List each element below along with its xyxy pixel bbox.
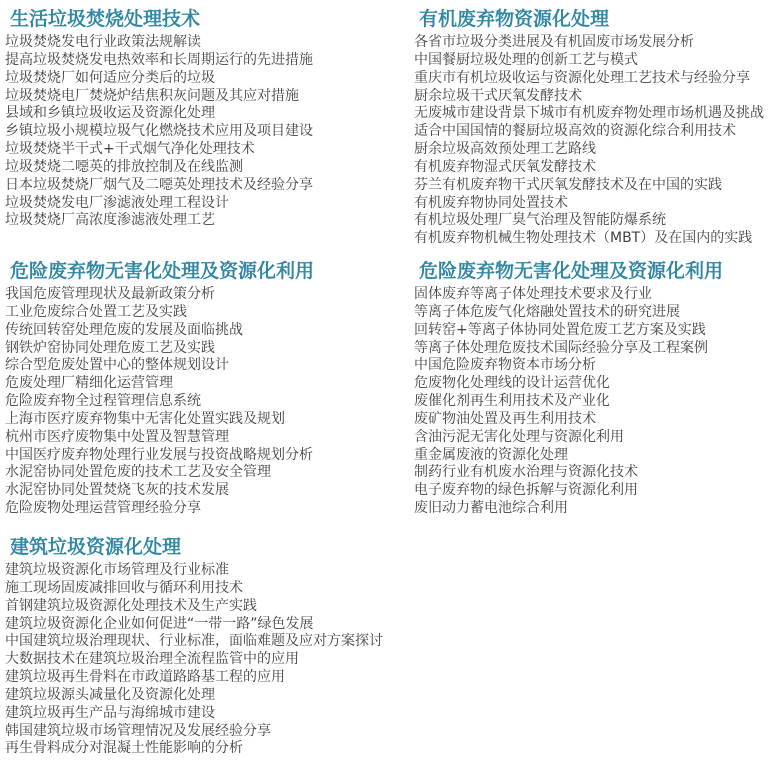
topic-item: 厨余垃圾高效预处理工艺路线 — [414, 141, 596, 158]
topic-list-waste-incineration — [5, 34, 414, 230]
topic-item: 中国餐厨垃圾处理的创新工艺与模式 — [414, 51, 638, 68]
topic-list-hazardous-waste-right — [414, 286, 768, 518]
topic-item: 建筑垃圾资源化市场管理及行业标准 — [5, 562, 229, 578]
topic-item: 垃圾焚烧发电行业政策法规解读 — [5, 34, 201, 50]
topic-item: 固体废弃等离子体处理技术要求及行业 — [414, 286, 652, 302]
topic-item: 中国医疗废弃物处理行业发展与投资战略规划分析 — [5, 446, 313, 463]
topic-item: 废旧动力蓄电池综合利用 — [414, 500, 568, 517]
section-construction-waste — [5, 536, 414, 758]
topic-item: 废催化剂再生利用技术及产业化 — [414, 393, 610, 410]
topic-item: 重庆市有机垃圾收运与资源化处理工艺技术与经验分享 — [414, 69, 750, 86]
section-title-hazardous-waste-right: 危险废弃物无害化处理及资源化利用 — [419, 260, 724, 282]
topic-item: 各省市垃圾分类进展及有机固废市场发展分析 — [414, 34, 694, 50]
topic-item: 有机垃圾处理厂臭气治理及智能防爆系统 — [414, 212, 666, 229]
topic-item: 建筑垃圾资源化企业如何促进“一带一路”绿色发展 — [5, 615, 314, 632]
topic-item: 日本垃圾焚烧厂烟气及二噁英处理技术及经验分享 — [5, 176, 313, 193]
section-organic-waste — [414, 8, 768, 260]
topic-item: 韩国建筑垃圾市场管理情况及发展经验分享 — [5, 722, 271, 739]
topic-item: 再生骨料成分对混凝土性能影响的分析 — [5, 740, 243, 757]
topic-item: 危废处理厂精细化运营管理 — [5, 375, 173, 392]
topic-item: 有机废弃物机械生物处理技术（MBT）及在国内的实践 — [414, 230, 753, 247]
topic-list-construction-waste — [5, 562, 414, 758]
topic-item: 适合中国国情的餐厨垃圾高效的资源化综合利用技术 — [414, 123, 736, 140]
topic-item: 有机废弃物协同处置技术 — [414, 194, 568, 211]
topic-item: 上海市医疗废弃物集中无害化处置实践及规划 — [5, 410, 285, 427]
topic-item: 垃圾焚烧二噁英的排放控制及在线监测 — [5, 158, 243, 175]
section-hazardous-waste-left — [5, 260, 414, 536]
topic-item: 杭州市医疗废物集中处置及智慧管理 — [5, 428, 229, 445]
topic-item: 水泥窑协同处置焚烧飞灰的技术发展 — [5, 482, 229, 499]
topic-item: 制药行业有机废水治理与资源化技术 — [414, 464, 638, 481]
section-title-waste-incineration: 生活垃圾焚烧处理技术 — [10, 8, 201, 30]
topic-item: 垃圾焚烧厂如何适应分类后的垃圾 — [5, 69, 215, 86]
topic-item: 回转窑+等离子体协同处置危废工艺方案及实践 — [414, 321, 706, 338]
topic-item: 垃圾焚烧发电厂渗滤液处理工程设计 — [5, 194, 229, 211]
topic-item: 我国危废管理现状及最新政策分析 — [5, 286, 215, 302]
section-title-construction-waste: 建筑垃圾资源化处理 — [10, 536, 182, 558]
topic-item: 厨余垃圾干式厌氧发酵技术 — [414, 87, 582, 104]
topic-item: 等离子体处理危废技术国际经验分享及工程案例 — [414, 339, 708, 356]
topic-item: 钢铁炉窑协同处理危废工艺及实践 — [5, 339, 215, 356]
topic-item: 危废物化处理线的设计运营优化 — [414, 375, 610, 392]
topic-item: 中国危险废弃物资本市场分析 — [414, 357, 596, 374]
topic-item: 提高垃圾焚烧发电热效率和长周期运行的先进措施 — [5, 51, 313, 68]
topic-item: 含油污泥无害化处理与资源化利用 — [414, 428, 624, 445]
topic-item: 无废城市建设背景下城市有机废弃物处理市场机遇及挑战 — [414, 105, 764, 122]
topic-list-hazardous-waste-left — [5, 286, 414, 518]
section-hazardous-waste-right — [414, 260, 768, 536]
section-waste-incineration — [5, 8, 414, 260]
topic-list-organic-waste — [414, 34, 768, 248]
topic-item: 电子废弃物的绿色拆解与资源化利用 — [414, 482, 638, 499]
topic-item: 垃圾焚烧厂高浓度渗滤液处理工艺 — [5, 212, 215, 229]
topic-item: 施工现场固废减排回收与循环利用技术 — [5, 579, 243, 596]
topic-item: 危险废物处理运营管理经验分享 — [5, 500, 201, 517]
topic-item: 乡镇垃圾小规模垃圾气化燃烧技术应用及项目建设 — [5, 123, 313, 140]
topic-item: 水泥窑协同处置危废的技术工艺及安全管理 — [5, 464, 271, 481]
topic-item: 废矿物油处置及再生利用技术 — [414, 410, 596, 427]
topic-item: 垃圾焚烧电厂焚烧炉结焦积灰问题及其应对措施 — [5, 87, 299, 104]
topic-item: 等离子体危废气化熔融处置技术的研究进展 — [414, 303, 680, 320]
topic-item: 中国建筑垃圾治理现状、行业标准，面临难题及应对方案探讨 — [5, 633, 383, 650]
topic-item: 县域和乡镇垃圾收运及资源化处理 — [5, 105, 215, 122]
topic-item: 建筑垃圾再生骨料在市政道路路基工程的应用 — [5, 669, 285, 686]
topic-item: 首钢建筑垃圾资源化处理技术及生产实践 — [5, 597, 257, 614]
topic-item: 工业危废综合处置工艺及实践 — [5, 303, 187, 320]
topic-item: 重金属废液的资源化处理 — [414, 446, 568, 463]
topic-item: 建筑垃圾再生产品与海绵城市建设 — [5, 704, 215, 721]
topic-item: 综合型危废处置中心的整体规划设计 — [5, 357, 229, 374]
topic-item: 垃圾焚烧半干式+干式烟气净化处理技术 — [5, 141, 255, 158]
topic-item: 大数据技术在建筑垃圾治理全流程监管中的应用 — [5, 651, 299, 668]
topic-item: 建筑垃圾源头减量化及资源化处理 — [5, 686, 215, 703]
topic-item: 芬兰有机废弃物干式厌氧发酵技术及在中国的实践 — [414, 176, 722, 193]
section-title-hazardous-waste-left: 危险废弃物无害化处理及资源化利用 — [10, 260, 315, 282]
topic-item: 危险废弃物全过程管理信息系统 — [5, 393, 201, 410]
topic-item: 有机废弃物湿式厌氧发酵技术 — [414, 158, 596, 175]
section-title-organic-waste: 有机废弃物资源化处理 — [419, 8, 610, 30]
topic-item: 传统回转窑处理危废的发展及面临挑战 — [5, 321, 243, 338]
